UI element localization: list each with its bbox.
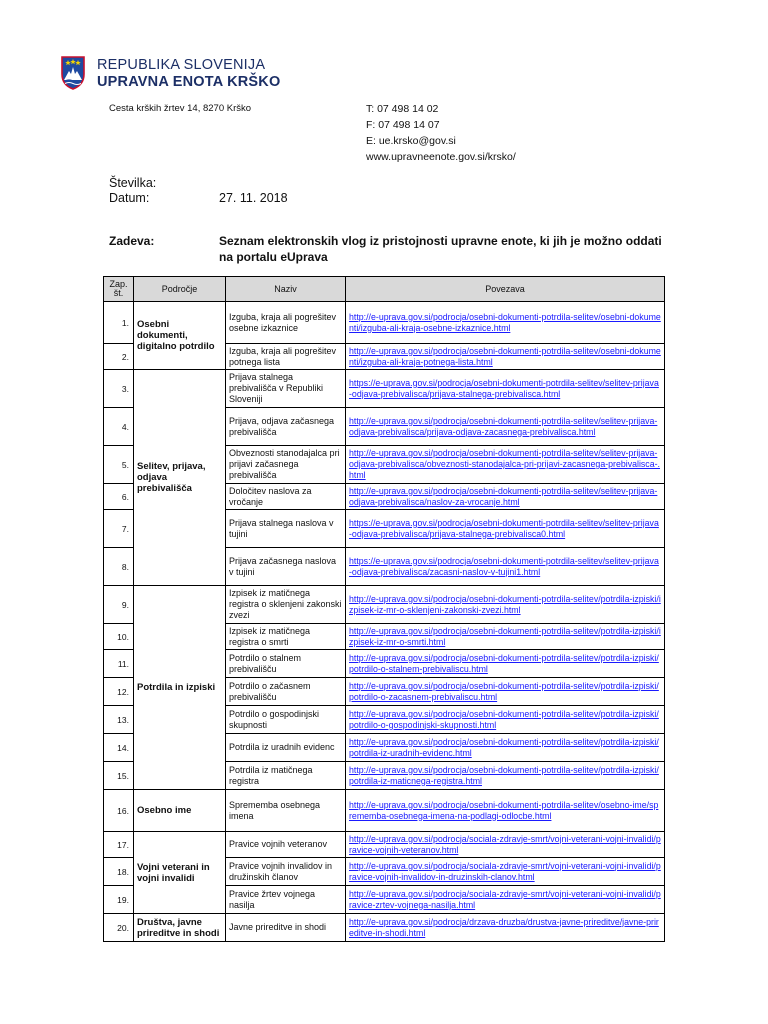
application-name: Sprememba osebnega imena <box>226 790 346 832</box>
application-link[interactable]: http://e-uprava.gov.si/podrocja/osebni-dokumenti-potrdila-selitev/selitev-prijava-odjava-prebivalisca/obveznosti-stanodajalca-pri-prijavi-zacasnega-prebivalisca-.html <box>349 448 660 480</box>
phone: T: 07 498 14 02 <box>366 103 439 115</box>
row-number: 4. <box>104 408 134 446</box>
table-row <box>104 832 665 858</box>
row-number: 12. <box>104 678 134 706</box>
application-name: Potrdilo o gospodinjski skupnosti <box>226 706 346 734</box>
fax: F: 07 498 14 07 <box>366 119 440 131</box>
application-name: Izpisek iz matičnega registra o sklenjeni zakonski zvezi <box>226 586 346 624</box>
application-name: Potrdila iz matičnega registra <box>226 762 346 790</box>
application-link[interactable]: http://e-uprava.gov.si/podrocja/osebni-dokumenti-potrdila-selitev/osebno-ime/sprememba-osebnega-imena-na-podlagi-odlocbe.html <box>349 799 659 821</box>
application-link[interactable]: https://e-uprava.gov.si/podrocja/osebni-dokumenti-potrdila-selitev/selitev-prijava-odjava-prebivalisca/zacasni-naslov-v-tujini1.html <box>349 555 659 577</box>
link-cell <box>346 914 665 942</box>
area-cell: Vojni veterani in vojni invalidi <box>134 832 226 914</box>
application-link[interactable]: http://e-uprava.gov.si/podrocja/osebni-dokumenti-potrdila-selitev/potrdila-izpiski/potrdila-iz-maticnega-registra.html <box>349 764 659 786</box>
row-number: 8. <box>104 548 134 586</box>
date-label: Datum: <box>109 191 150 205</box>
application-name: Prijava stalnega naslova v tujini <box>226 510 346 548</box>
application-name: Potrdilo o začasnem prebivališču <box>226 678 346 706</box>
application-link[interactable]: http://e-uprava.gov.si/podrocja/osebni-dokumenti-potrdila-selitev/potrdila-izpiski/potrdila-iz-uradnih-evidenc.html <box>349 736 659 758</box>
subject-label: Zadeva: <box>109 234 155 248</box>
email: E: ue.krsko@gov.si <box>366 135 456 147</box>
link-cell <box>346 678 665 706</box>
link-cell <box>346 484 665 510</box>
application-name: Pravice vojnih veteranov <box>226 832 346 858</box>
header-area: Področje <box>134 277 226 302</box>
row-number: 18. <box>104 858 134 886</box>
application-link[interactable]: http://e-uprava.gov.si/podrocja/osebni-dokumenti-potrdila-selitev/osebni-dokumenti/izguba-ali-kraja-osebne-izkaznice.html <box>349 311 661 333</box>
application-name: Prijava stalnega prebivališča v Republiki Sloveniji <box>226 370 346 408</box>
row-number: 6. <box>104 484 134 510</box>
date-row <box>109 191 288 206</box>
subject-text: Seznam elektronskih vlog iz pristojnosti upravne enote, ki jih je možno oddati na portalu eUprava <box>219 234 662 264</box>
application-name: Pravice žrtev vojnega nasilja <box>226 886 346 914</box>
application-link[interactable]: http://e-uprava.gov.si/podrocja/osebni-dokumenti-potrdila-selitev/potrdila-izpiski/izpisek-iz-mr-o-sklenjeni-zakonski-zvezi.html <box>349 593 661 615</box>
application-link[interactable]: http://e-uprava.gov.si/podrocja/osebni-dokumenti-potrdila-selitev/osebni-dokumenti/izguba-ali-kraja-potnega-lista.html <box>349 345 661 367</box>
application-name: Prijava, odjava začasnega prebivališča <box>226 408 346 446</box>
row-number: 3. <box>104 370 134 408</box>
subject <box>109 234 669 265</box>
slovenia-coat-of-arms-icon <box>60 56 86 90</box>
application-name: Prijava začasnega naslova v tujini <box>226 548 346 586</box>
row-number: 1. <box>104 302 134 344</box>
link-cell <box>346 886 665 914</box>
link-cell <box>346 548 665 586</box>
row-number: 17. <box>104 832 134 858</box>
row-number: 15. <box>104 762 134 790</box>
link-cell <box>346 510 665 548</box>
application-link[interactable]: http://e-uprava.gov.si/podrocja/osebni-dokumenti-potrdila-selitev/potrdila-izpiski/potrdilo-o-zacasnem-prebivaliscu.html <box>349 680 659 702</box>
row-number: 16. <box>104 790 134 832</box>
date-value: 27. 11. 2018 <box>219 191 288 205</box>
table-body <box>104 302 665 942</box>
link-cell <box>346 762 665 790</box>
area-cell: Potrdila in izpiski <box>134 586 226 790</box>
org-line-2: UPRAVNA ENOTA KRŠKO <box>97 74 281 90</box>
application-name: Izpisek iz matičnega registra o smrti <box>226 624 346 650</box>
application-name: Izguba, kraja ali pogrešitev potnega lista <box>226 344 346 370</box>
org-line-1: REPUBLIKA SLOVENIJA <box>97 57 266 73</box>
link-cell <box>346 650 665 678</box>
website: www.upravneenote.gov.si/krsko/ <box>366 151 516 163</box>
link-cell <box>346 790 665 832</box>
link-cell <box>346 302 665 344</box>
table-row <box>104 790 665 832</box>
application-name: Izguba, kraja ali pogrešitev osebne izkaznice <box>226 302 346 344</box>
table-header-row <box>104 277 665 302</box>
application-link[interactable]: https://e-uprava.gov.si/podrocja/osebni-dokumenti-potrdila-selitev/selitev-prijava-odjava-prebivalisca/prijava-stalnega-prebivalisca.html <box>349 377 659 399</box>
application-link[interactable]: http://e-uprava.gov.si/podrocja/sociala-zdravje-smrt/vojni-veterani-vojni-invalidi/pravice-zrtev-vojnega-nasilja.html <box>349 888 661 910</box>
area-cell: Društva, javne prireditve in shodi <box>134 914 226 942</box>
table-row <box>104 370 665 408</box>
link-cell <box>346 858 665 886</box>
area-cell: Selitev, prijava, odjava prebivališča <box>134 370 226 586</box>
application-name: Javne prireditve in shodi <box>226 914 346 942</box>
row-number: 19. <box>104 886 134 914</box>
row-number: 10. <box>104 624 134 650</box>
link-cell <box>346 370 665 408</box>
row-number: 7. <box>104 510 134 548</box>
application-name: Potrdila iz uradnih evidenc <box>226 734 346 762</box>
application-link[interactable]: http://e-uprava.gov.si/podrocja/osebni-dokumenti-potrdila-selitev/potrdila-izpiski/potrdilo-o-gospodinjski-skupnosti.html <box>349 708 659 730</box>
application-link[interactable]: http://e-uprava.gov.si/podrocja/sociala-zdravje-smrt/vojni-veterani-vojni-invalidi/pravice-vojnih-invalidov-in-druzinskih-clanov.html <box>349 860 661 882</box>
link-cell <box>346 832 665 858</box>
application-name: Pravice vojnih invalidov in družinskih članov <box>226 858 346 886</box>
organization-name <box>97 57 280 91</box>
link-cell <box>346 446 665 484</box>
number-label: Številka: <box>109 176 157 190</box>
application-link[interactable]: http://e-uprava.gov.si/podrocja/sociala-zdravje-smrt/vojni-veterani-vojni-invalidi/pravice-vojnih-veteranov.html <box>349 833 661 855</box>
header-name: Naziv <box>226 277 346 302</box>
address: Cesta krških žrtev 14, 8270 Krško <box>109 103 252 114</box>
link-cell <box>346 706 665 734</box>
application-link[interactable]: http://e-uprava.gov.si/podrocja/osebni-dokumenti-potrdila-selitev/potrdila-izpiski/potrdilo-o-stalnem-prebivaliscu.html <box>349 652 659 674</box>
application-link[interactable]: http://e-uprava.gov.si/podrocja/osebni-dokumenti-potrdila-selitev/selitev-prijava-odjava-prebivalisca/prijava-odjava-zacasnega-prebivalisca.html <box>349 415 658 437</box>
applications-table <box>103 276 665 942</box>
area-cell: Osebno ime <box>134 790 226 832</box>
number-row <box>109 176 288 191</box>
application-link[interactable]: http://e-uprava.gov.si/podrocja/osebni-dokumenti-potrdila-selitev/potrdila-izpiski/izpisek-iz-mr-o-smrti.html <box>349 625 661 647</box>
application-name: Potrdilo o stalnem prebivališču <box>226 650 346 678</box>
row-number: 2. <box>104 344 134 370</box>
row-number: 5. <box>104 446 134 484</box>
contact-block <box>366 101 516 165</box>
link-cell <box>346 734 665 762</box>
link-cell <box>346 408 665 446</box>
table-row <box>104 914 665 942</box>
header-link: Povezava <box>346 277 665 302</box>
application-name: Določitev naslova za vročanje <box>226 484 346 510</box>
row-number: 13. <box>104 706 134 734</box>
document-meta <box>109 176 288 206</box>
application-link[interactable]: http://e-uprava.gov.si/podrocja/drzava-druzba/drustva-javne-prireditve/javne-prireditve-in-shodi.html <box>349 916 659 938</box>
row-number: 14. <box>104 734 134 762</box>
link-cell <box>346 624 665 650</box>
header-num: Zap. št. <box>104 277 134 302</box>
table-row <box>104 302 665 344</box>
table-row <box>104 586 665 624</box>
area-cell: Osebni dokumenti, digitalno potrdilo <box>134 302 226 370</box>
application-link[interactable]: https://e-uprava.gov.si/podrocja/osebni-dokumenti-potrdila-selitev/selitev-prijava-odjava-prebivalisca/prijava-stalnega-prebivalisca0.html <box>349 517 659 539</box>
link-cell <box>346 586 665 624</box>
row-number: 20. <box>104 914 134 942</box>
application-link[interactable]: http://e-uprava.gov.si/podrocja/osebni-dokumenti-potrdila-selitev/selitev-prijava-odjava-prebivalisca/naslov-za-vrocanje.html <box>349 485 658 507</box>
row-number: 9. <box>104 586 134 624</box>
application-name: Obveznosti stanodajalca pri prijavi začasnega prebivališča <box>226 446 346 484</box>
row-number: 11. <box>104 650 134 678</box>
link-cell <box>346 344 665 370</box>
